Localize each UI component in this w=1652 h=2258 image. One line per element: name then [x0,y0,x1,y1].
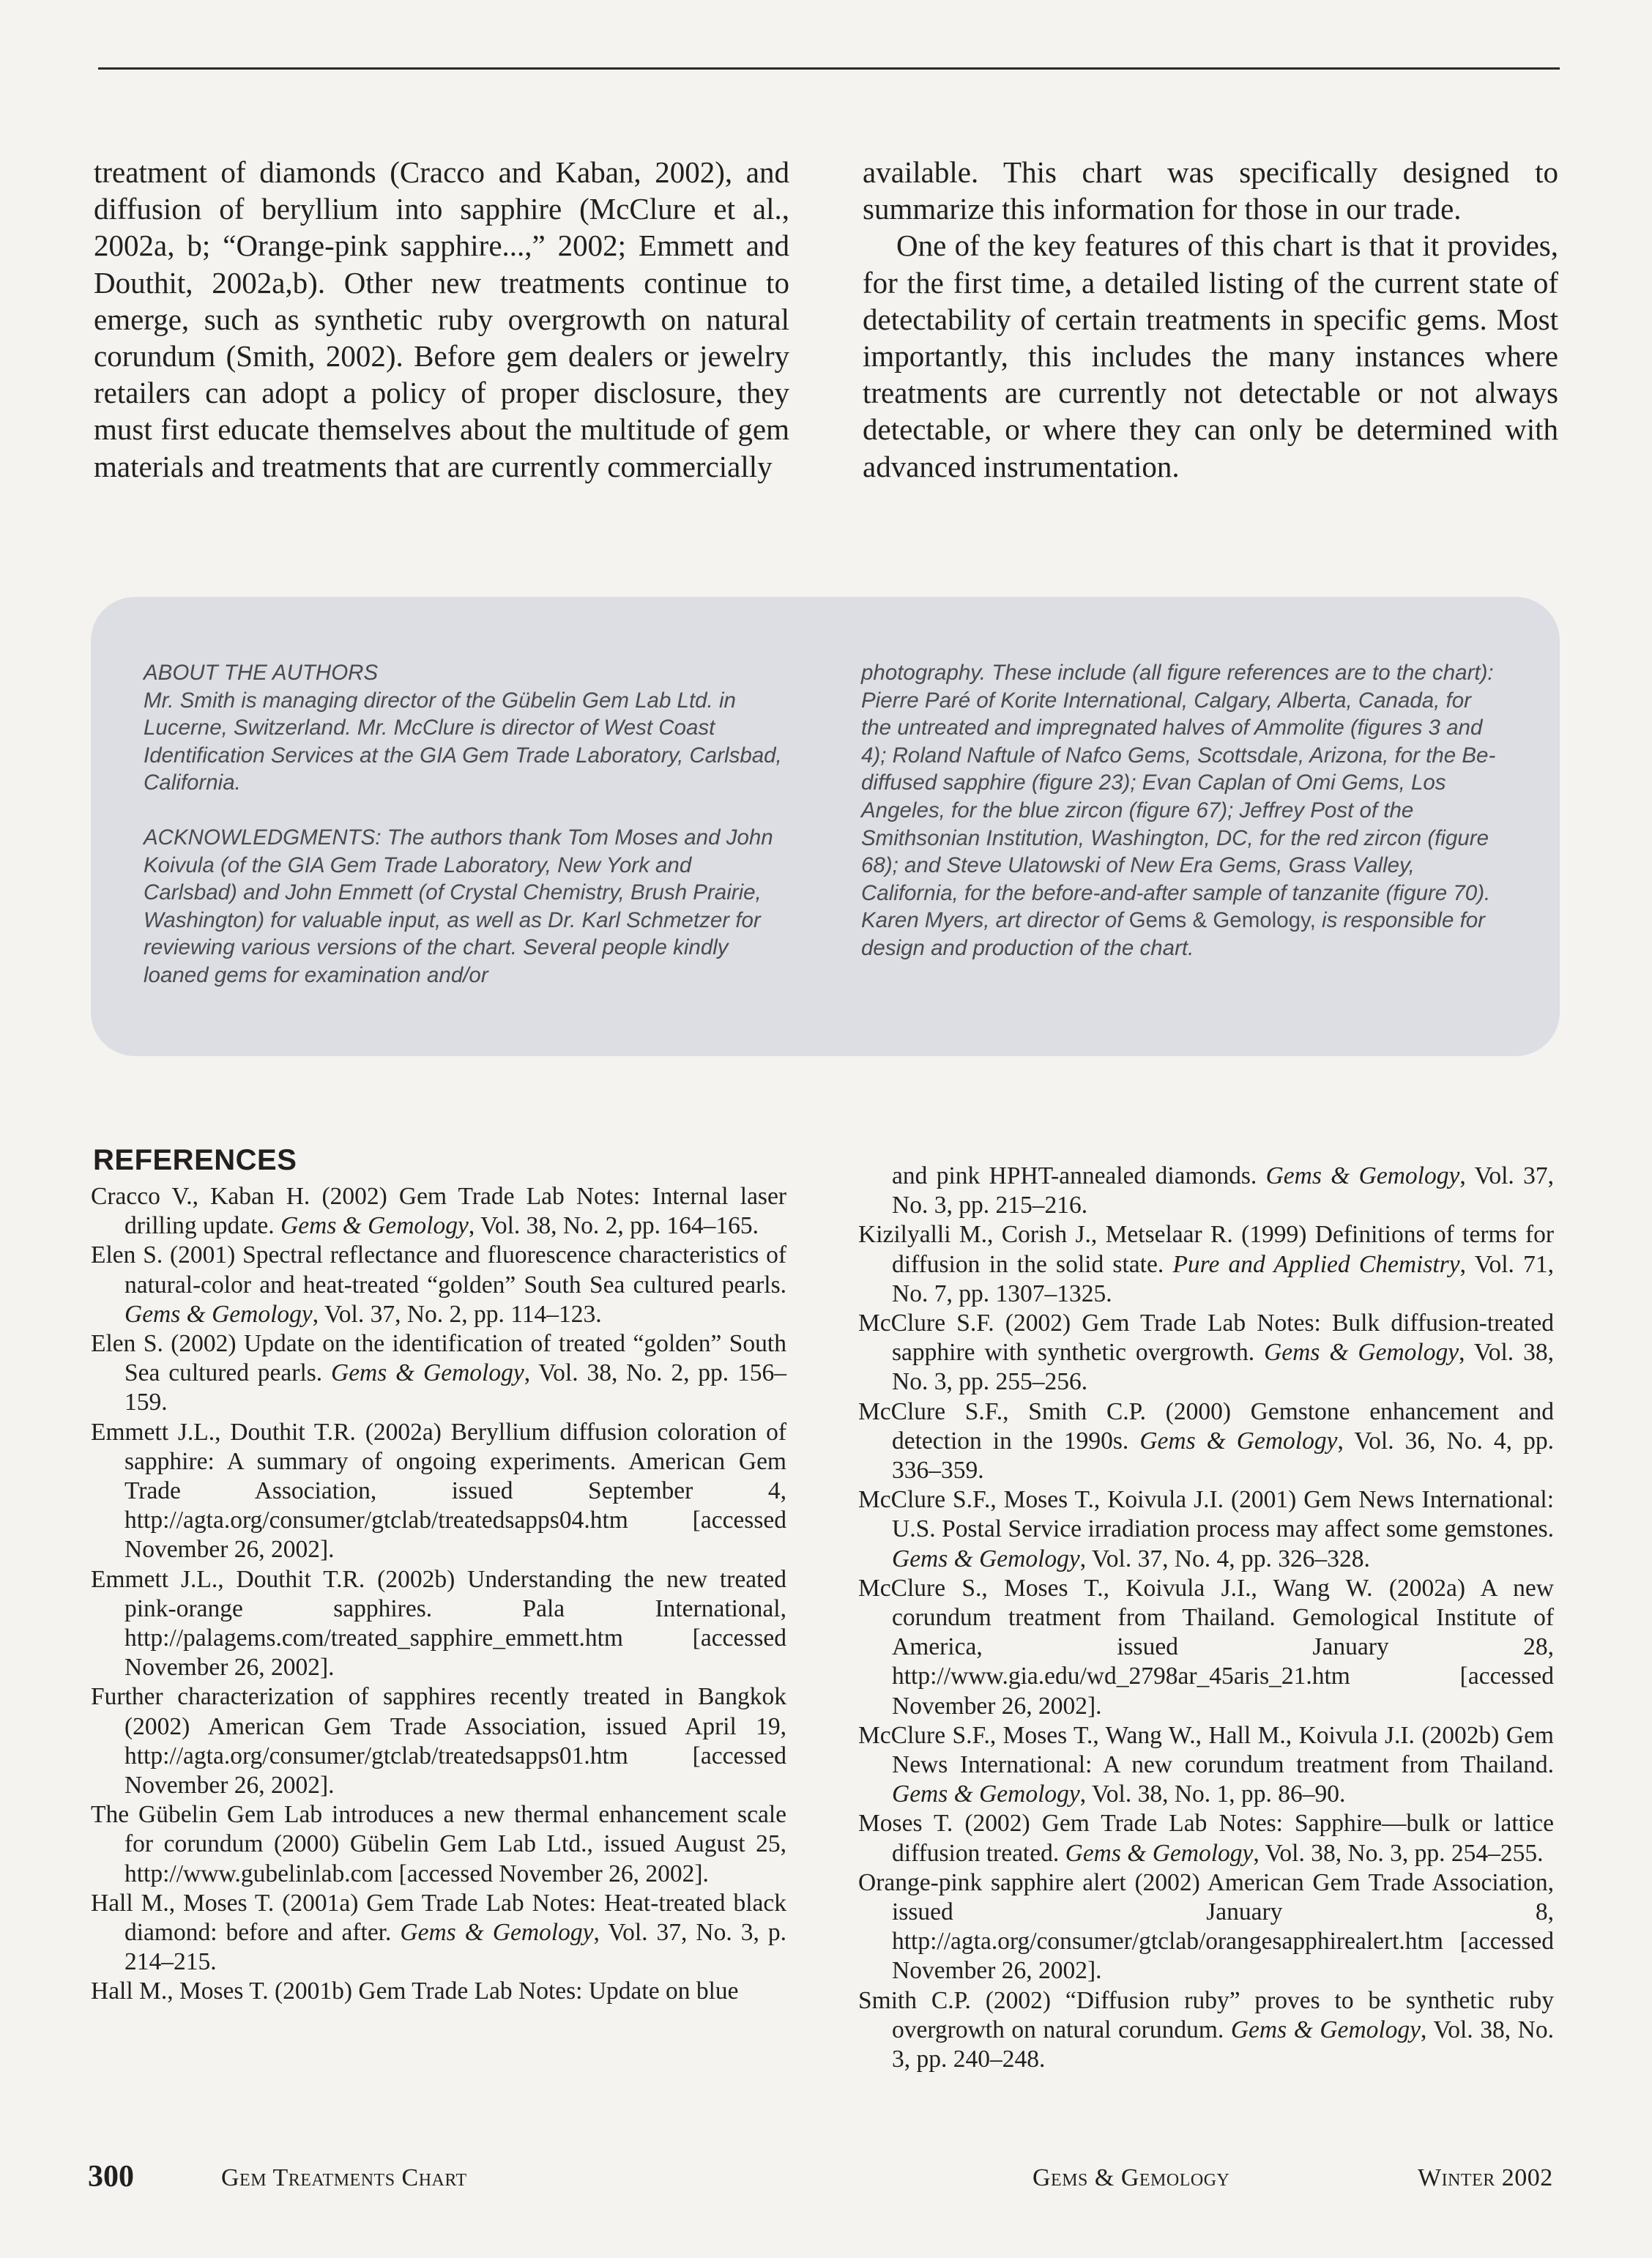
about-authors-text: Mr. Smith is managing director of the Gübelin Gem Lab Ltd. in Lucerne, Switzerland. Mr. McClure is director of West Coast Identification Services at the GIA Gem Trade Laboratory, Carlsbad, California. [144,688,782,795]
top-rule [98,67,1560,70]
reference-item: McClure S.F., Moses T., Koivula J.I. (2001) Gem News International: U.S. Postal Service irradiation process may affect some gemstones. Gems & Gemology, Vol. 37, No. 4, pp. 326–328. [858,1486,1554,1572]
reference-item: McClure S.F., Moses T., Wang W., Hall M., Koivula J.I. (2002b) Gem News International: A new corundum treatment from Thailand. Gems & Gemology, Vol. 38, No. 1, pp. 86–90. [858,1721,1554,1808]
body-paragraph: available. This chart was specifically designed to summarize this information for those in our trade. [863,155,1558,226]
reference-item: Kizilyalli M., Corish J., Metselaar R. (1999) Definitions of terms for diffusion in the solid state. Pure and Applied Chemistry, Vol. 71, No. 7, pp. 1307–1325. [858,1221,1554,1307]
reference-item: McClure S.F., Smith C.P. (2000) Gemstone enhancement and detection in the 1990s. Gems & Gemology, Vol. 36, No. 4, pp. 336–359. [858,1397,1554,1485]
reference-item: Emmett J.L., Douthit T.R. (2002b) Understanding the new treated pink-orange sapphires. Pala International, http://palagems.com/treated_sapphire_emmett.htm [accessed November 26, 2002]. [91,1565,786,1682]
journal-name: Gems & Gemology, [1128,908,1316,933]
body-paragraph: treatment of diamonds (Cracco and Kaban, 2002), and diffusion of beryllium into sapphire (McClure et al., 2002a, b; “Orange-pink sapphire...,” 2002; Emmett and Douthit, 2002a,b). Other new treatments continue to emerge, such as synthetic ruby overgrowth on natural corundum (Smith, 2002). Before gem dealers or jewelry retailers can adopt a policy of proper disclosure, they must first educate themselves about the multitude of gem materials and treatments that are currently commercially [94,155,789,483]
acknowledgments-continued: photography. These include (all figure references are to the chart): Pierre Paré of Korite International, Calgary, Alberta, Canada, for the untreated and impregnated halves of Ammolite (figures 3 and 4); Roland Naftule of Nafco Gems, Scottsdale, Arizona, for the Be-diffused sapphire (figure 23); Evan Caplan of Omi Gems, Los Angeles, for the blue zircon (figure 67); Jeffrey Post of the Smithsonian Institution, Washington, DC, for the red zircon (figure 68); and Steve Ulatowski of New Era Gems, Grass Valley, California, for the before-and-after sample of tanzanite (figure 70). Karen Myers, art director of Gems & Gemology, is responsible for design and production of the chart. [861,661,1496,960]
acknowledgments-text: ACKNOWLEDGMENTS: The authors thank Tom Moses and John Koivula (of the GIA Gem Trade Laboratory, New York and Carlsbad) and John Emmett (of Crystal Chemistry, Brush Prairie, Washington) for valuable input, as well as Dr. Karl Schmetzer for reviewing various versions of the chart. Several people kindly loaned gems for examination and/or [144,825,773,987]
reference-item: Hall M., Moses T. (2001b) Gem Trade Lab Notes: Update on blue [91,1977,739,2005]
reference-item: Smith C.P. (2002) “Diffusion ruby” proves to be synthetic ruby overgrowth on natural corundum. Gems & Gemology, Vol. 38, No. 3, pp. 240–248. [858,1986,1554,2073]
page-number: 300 [88,2160,134,2194]
body-paragraph: One of the key features of this chart is that it provides, for the first time, a detailed listing of the current state of detectability of certain treatments in specific gems. Most importantly, this includes the many instances where treatments are currently not detectable or not always detectable, or where they can only be determined with advanced instrumentation. [863,229,1558,483]
references-column-right [858,1162,1554,2074]
references-column-left [91,1182,786,2007]
reference-item: Emmett J.L., Douthit T.R. (2002a) Beryllium diffusion coloration of sapphire: A summary of ongoing experiments. American Gem Trade Association, issued September 4, http://agta.org/consumer/gtclab/treatedsapps04.htm [accessed November 26, 2002]. [91,1418,786,1564]
reference-item: Hall M., Moses T. (2001a) Gem Trade Lab Notes: Heat-treated black diamond: before and after. Gems & Gemology, Vol. 37, No. 3, p. 214–215. [91,1889,786,1976]
reference-item: Orange-pink sapphire alert (2002) American Gem Trade Association, issued January 8, http://agta.org/consumer/gtclab/orangesapphirealert.htm [accessed November 26, 2002]. [858,1868,1554,1985]
reference-item: McClure S., Moses T., Koivula J.I., Wang W. (2002a) A new corundum treatment from Thailand. Gemological Institute of America, issued January 28, http://www.gia.edu/wd_2798ar_45aris_21.htm [accessed November 26, 2002]. [858,1574,1554,1720]
footer-issue: Winter 2002 [1418,2164,1553,2191]
reference-item: Moses T. (2002) Gem Trade Lab Notes: Sapphire—bulk or lattice diffusion treated. Gems & Gemology, Vol. 38, No. 3, pp. 254–255. [858,1810,1554,1867]
reference-item: McClure S.F. (2002) Gem Trade Lab Notes: Bulk diffusion-treated sapphire with synthetic overgrowth. Gems & Gemology, Vol. 38, No. 3, pp. 255–256. [858,1310,1554,1396]
about-column-right [861,659,1506,962]
footer-journal: Gems & Gemology [1032,2164,1230,2191]
body-column-left [94,154,789,485]
reference-item: The Gübelin Gem Lab introduces a new thermal enhancement scale for corundum (2000) Gübelin Gem Lab Ltd., issued August 25, http://www.gubelinlab.com [accessed November 26, 2002]. [91,1801,786,1887]
about-column-left [144,659,788,989]
body-column-right [863,154,1558,485]
reference-item: Cracco V., Kaban H. (2002) Gem Trade Lab Notes: Internal laser drilling update. Gems & Gemology, Vol. 38, No. 2, pp. 164–165. [91,1183,786,1240]
reference-continuation: and pink HPHT-annealed diamonds. Gems & Gemology, Vol. 37, No. 3, pp. 215–216. [892,1162,1555,1219]
reference-item: Further characterization of sapphires recently treated in Bangkok (2002) American Gem Trade Association, issued April 19, http://agta.org/consumer/gtclab/treatedsapps01.htm [accessed November 26, 2002]. [91,1683,786,1800]
references-heading: REFERENCES [93,1144,297,1176]
reference-item: Elen S. (2002) Update on the identification of treated “golden” South Sea cultured pearls. Gems & Gemology, Vol. 38, No. 2, pp. 156–159. [91,1330,786,1416]
reference-item: Elen S. (2001) Spectral reflectance and fluorescence characteristics of natural-color and heat-treated “golden” South Sea cultured pearls. Gems & Gemology, Vol. 37, No. 2, pp. 114–123. [91,1241,786,1328]
footer-title: Gem Treatments Chart [221,2164,467,2191]
about-authors-heading: ABOUT THE AUTHORS [144,661,379,685]
